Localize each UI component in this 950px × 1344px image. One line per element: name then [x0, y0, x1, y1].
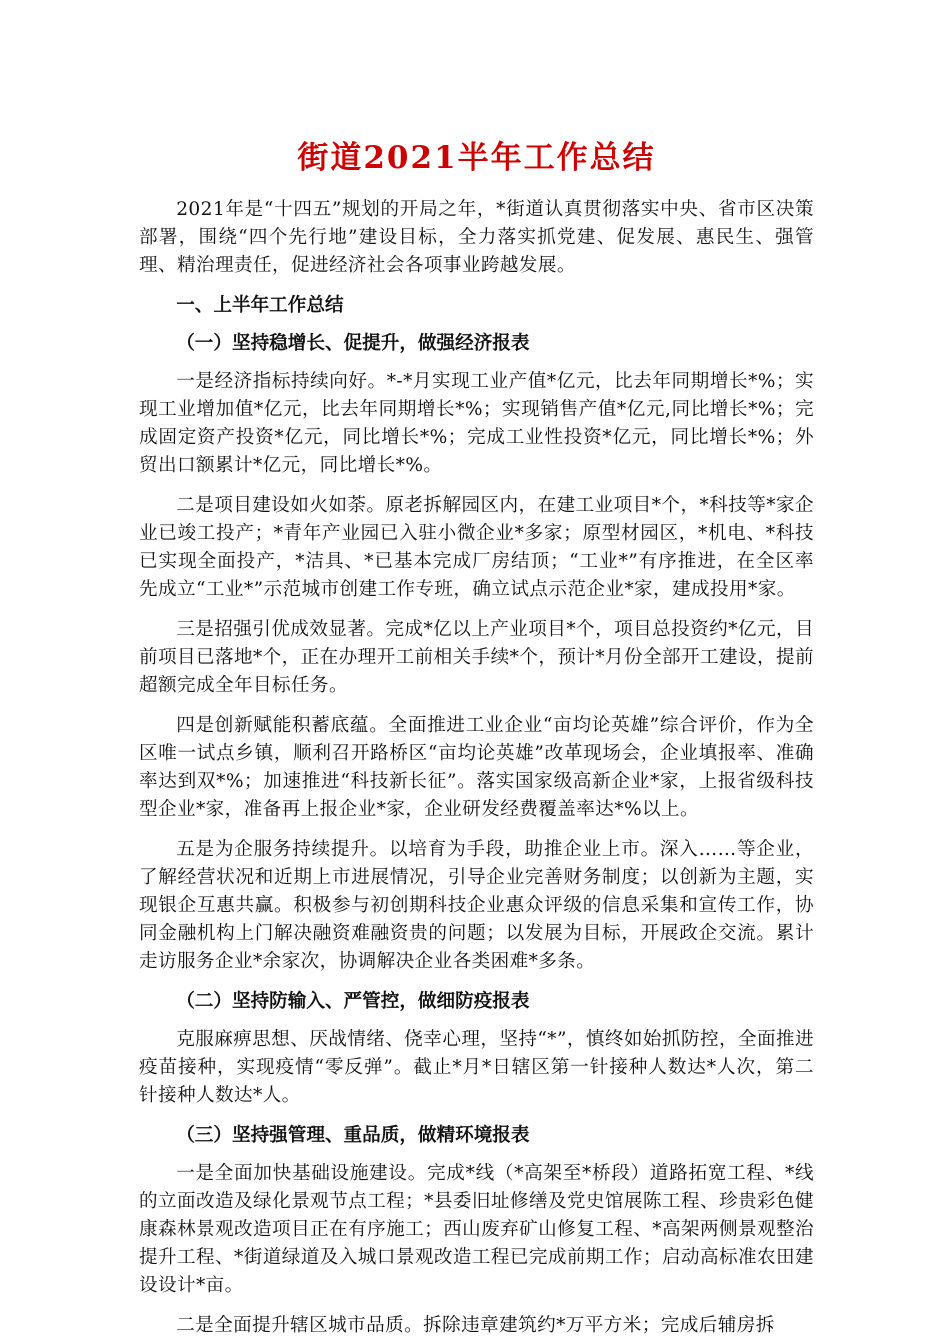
paragraph-infrastructure: 一是全面加快基础设施建设。完成*线（*高架至*桥段）道路拓宽工程、*线的立面改造及绿化景观节点工程；*县委旧址修缮及党史馆展陈工程、珍贵彩色健康森林景观改造项目正在有序施工；西山废弃矿山修复工程、*高架两侧景观整治提升工程、*街道绿道及入城口景观改造工程已完成前期工作；启动高标准农田建设设计*亩。 [139, 1163, 814, 1296]
paragraph-economic-indicators: 一是经济指标持续向好。*-*月实现工业产值*亿元，比去年同期增长*%；实现工业增加值*亿元，比去年同期增长*%；实现销售产值*亿元,同比增长*%；完成固定资产投资*亿元，同比增长*%；完成工业性投资*亿元，同比增长*%；外贸出口额累计*亿元，同比增长*%。 [139, 371, 814, 476]
paragraph-project-construction: 二是项目建设如火如荼。原老拆解园区内，在建工业项目*个，*科技等*家企业已竣工投产；*青年产业园已入驻小微企业*多家；原型材园区，*机电、*科技已实现全面投产，*洁具、*已基本完成厂房结顶；“工业*”有序推进，在全区率先成立“工业*”示范城市创建工作专班，确立试点示范企业*家，建成投用*家。 [139, 495, 814, 600]
subsection-heading-environment: （三）坚持强管理、重品质，做精环境报表 [176, 1125, 530, 1146]
paragraph-investment-attraction: 三是招强引优成效显著。完成*亿以上产业项目*个，项目总投资约*亿元，目前项目已落地*个，正在办理开工前相关手续*个，预计*月份全部开工建设，提前超额完成全年目标任务。 [139, 619, 814, 696]
subsection-heading-economy: （一）坚持稳增长、促提升，做强经济报表 [176, 333, 530, 354]
section-heading-1: 一、上半年工作总结 [176, 295, 344, 316]
paragraph-epidemic-control: 克服麻痹思想、厌战情绪、侥幸心理，坚持“*”，慎终如始抓防控，全面推进疫苗接种，实现疫情“零反弹”。截止*月*日辖区第一针接种人数达*人次，第二针接种人数达*人。 [139, 1029, 814, 1106]
intro-paragraph: 2021年是“十四五”规划的开局之年，*街道认真贯彻落实中央、省市区决策部署，围绕“四个先行地”建设目标，全力落实抓党建、促发展、惠民生、强管理、精治理责任，促进经济社会各项事业跨越发展。 [139, 199, 814, 276]
document-title: 街道2021半年工作总结 [297, 140, 656, 176]
subsection-heading-epidemic: （二）坚持防输入、严管控，做细防疫报表 [176, 991, 530, 1012]
document-body [139, 136, 814, 1340]
paragraph-city-quality: 二是全面提升辖区城市品质。拆除违章建筑约*万平方米；完成后辅房拆 [176, 1315, 775, 1336]
paragraph-enterprise-service: 五是为企服务持续提升。以培育为手段，助推企业上市。深入……等企业，了解经营状况和近期上市进展情况，引导企业完善财务制度；以创新为主题，实现银企互惠共赢。积极参与初创期科技企业惠众评级的信息采集和宣传工作，协同金融机构上门解决融资难融资贵的问题；以发展为目标，开展政企交流。累计走访服务企业*余家次，协调解决企业各类困难*多条。 [139, 839, 814, 972]
paragraph-innovation: 四是创新赋能积蓄底蕴。全面推进工业企业“亩均论英雄”综合评价，作为全区唯一试点乡镇，顺利召开路桥区“亩均论英雄”改革现场会，企业填报率、准确率达到双*%；加速推进“科技新长征”。落实国家级高新企业*家，上报省级科技型企业*家，准备再上报企业*家，企业研发经费覆盖率达*%以上。 [139, 715, 814, 820]
